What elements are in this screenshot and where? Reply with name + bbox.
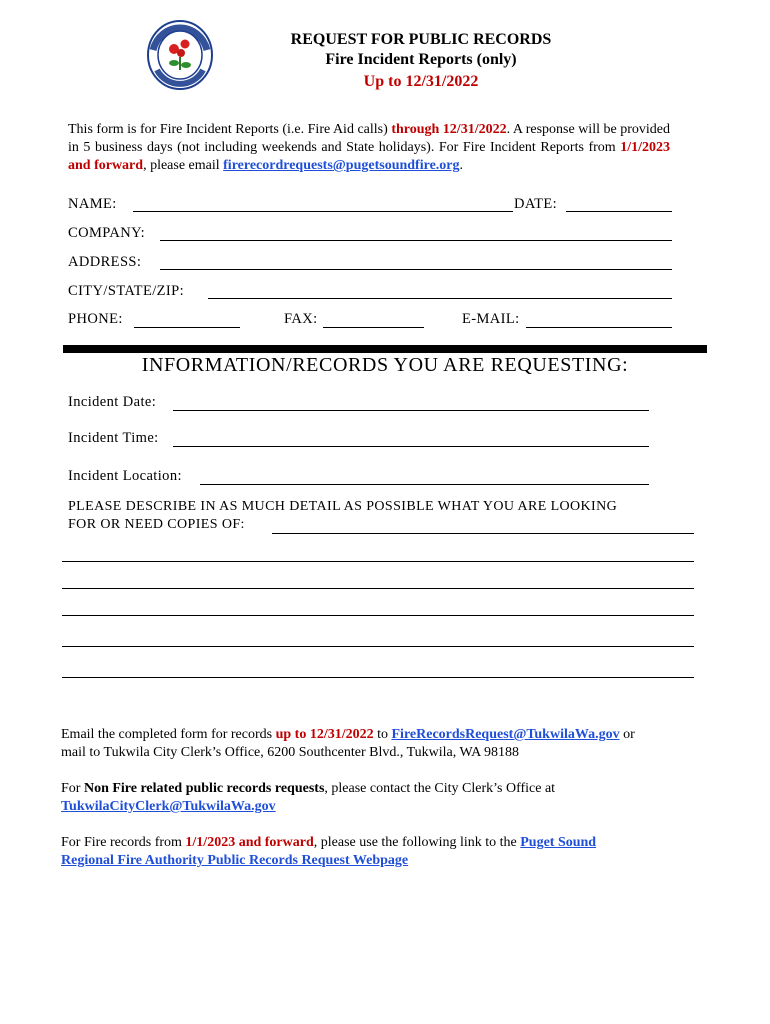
form-title: REQUEST FOR PUBLIC RECORDS bbox=[290, 31, 552, 48]
fax-field[interactable] bbox=[323, 327, 424, 328]
describe-field-line2[interactable] bbox=[62, 561, 694, 562]
intro-paragraph: This form is for Fire Incident Reports (i.e. Fire Aid calls) through 12/31/2022. A response will be provided in 5 business days (not including weekends and State holidays). For Fire Incident Reports from 1/1/2023 and forward, please email firerecordrequests@pugetsoundfire.org. bbox=[68, 122, 670, 173]
incident-location-field[interactable] bbox=[200, 484, 649, 485]
phone-field[interactable] bbox=[134, 327, 240, 328]
section-divider bbox=[63, 345, 707, 349]
address-field[interactable] bbox=[160, 269, 672, 270]
phone-label: PHONE: bbox=[68, 311, 123, 327]
fire-records-email-link[interactable]: FireRecordsRequest@TukwilaWa.gov bbox=[391, 727, 620, 742]
describe-field-line6[interactable] bbox=[62, 677, 694, 678]
describe-field-line5[interactable] bbox=[62, 646, 694, 647]
incident-time-label: Incident Time: bbox=[68, 430, 159, 446]
puget-sound-link[interactable]: Puget Sound bbox=[520, 835, 597, 850]
city-clerk-email-link[interactable]: TukwilaCityClerk@TukwilaWa.gov bbox=[61, 799, 276, 814]
incident-time-field[interactable] bbox=[173, 446, 649, 447]
incident-date-field[interactable] bbox=[173, 410, 649, 411]
company-field[interactable] bbox=[160, 240, 672, 241]
fax-label: FAX: bbox=[284, 311, 318, 327]
city-state-zip-label: CITY/STATE/ZIP: bbox=[68, 283, 185, 299]
email-link[interactable]: firerecordrequests@pugetsoundfire.org bbox=[223, 158, 460, 173]
form-date-range: Up to 12/31/2022 bbox=[363, 73, 479, 90]
section-heading: INFORMATION/RECORDS YOU ARE REQUESTING: bbox=[141, 354, 629, 376]
date-label: DATE: bbox=[514, 196, 558, 212]
email-field[interactable] bbox=[526, 327, 672, 328]
incident-date-label: Incident Date: bbox=[68, 394, 157, 410]
address-label: ADDRESS: bbox=[68, 254, 142, 270]
describe-field-line3[interactable] bbox=[62, 588, 694, 589]
describe-field-line1[interactable] bbox=[272, 533, 694, 534]
describe-label-line1: PLEASE DESCRIBE IN AS MUCH DETAIL AS POSSIBLE WHAT YOU ARE LOOKING bbox=[68, 499, 618, 514]
describe-label-line2: FOR OR NEED COPIES OF: bbox=[68, 517, 245, 532]
new-records-instructions: For Fire records from 1/1/2023 and forward, please use the following link to the Puget Sound Regional Fire Authority Public Records Request Webpage bbox=[61, 835, 597, 868]
submit-instructions: Email the completed form for records up to 12/31/2022 to FireRecordsRequest@TukwilaWa.gov or mail to Tukwila City Clerk’s Office, 6200 Southcenter Blvd., Tukwila, WA 98188 bbox=[61, 727, 635, 760]
incident-location-label: Incident Location: bbox=[68, 468, 182, 484]
company-label: COMPANY: bbox=[68, 225, 146, 241]
name-label: NAME: bbox=[68, 196, 117, 212]
city-state-zip-field[interactable] bbox=[208, 298, 672, 299]
date-field[interactable] bbox=[566, 211, 672, 212]
email-label: E-MAIL: bbox=[462, 311, 520, 327]
non-fire-instructions: For Non Fire related public records requests, please contact the City Clerk’s Office at TukwilaCityClerk@TukwilaWa.gov bbox=[61, 781, 556, 814]
name-field[interactable] bbox=[133, 211, 513, 212]
describe-field-line4[interactable] bbox=[62, 615, 694, 616]
records-webpage-link[interactable]: Regional Fire Authority Public Records Request Webpage bbox=[61, 853, 409, 868]
form-subtitle: Fire Incident Reports (only) bbox=[325, 51, 517, 68]
